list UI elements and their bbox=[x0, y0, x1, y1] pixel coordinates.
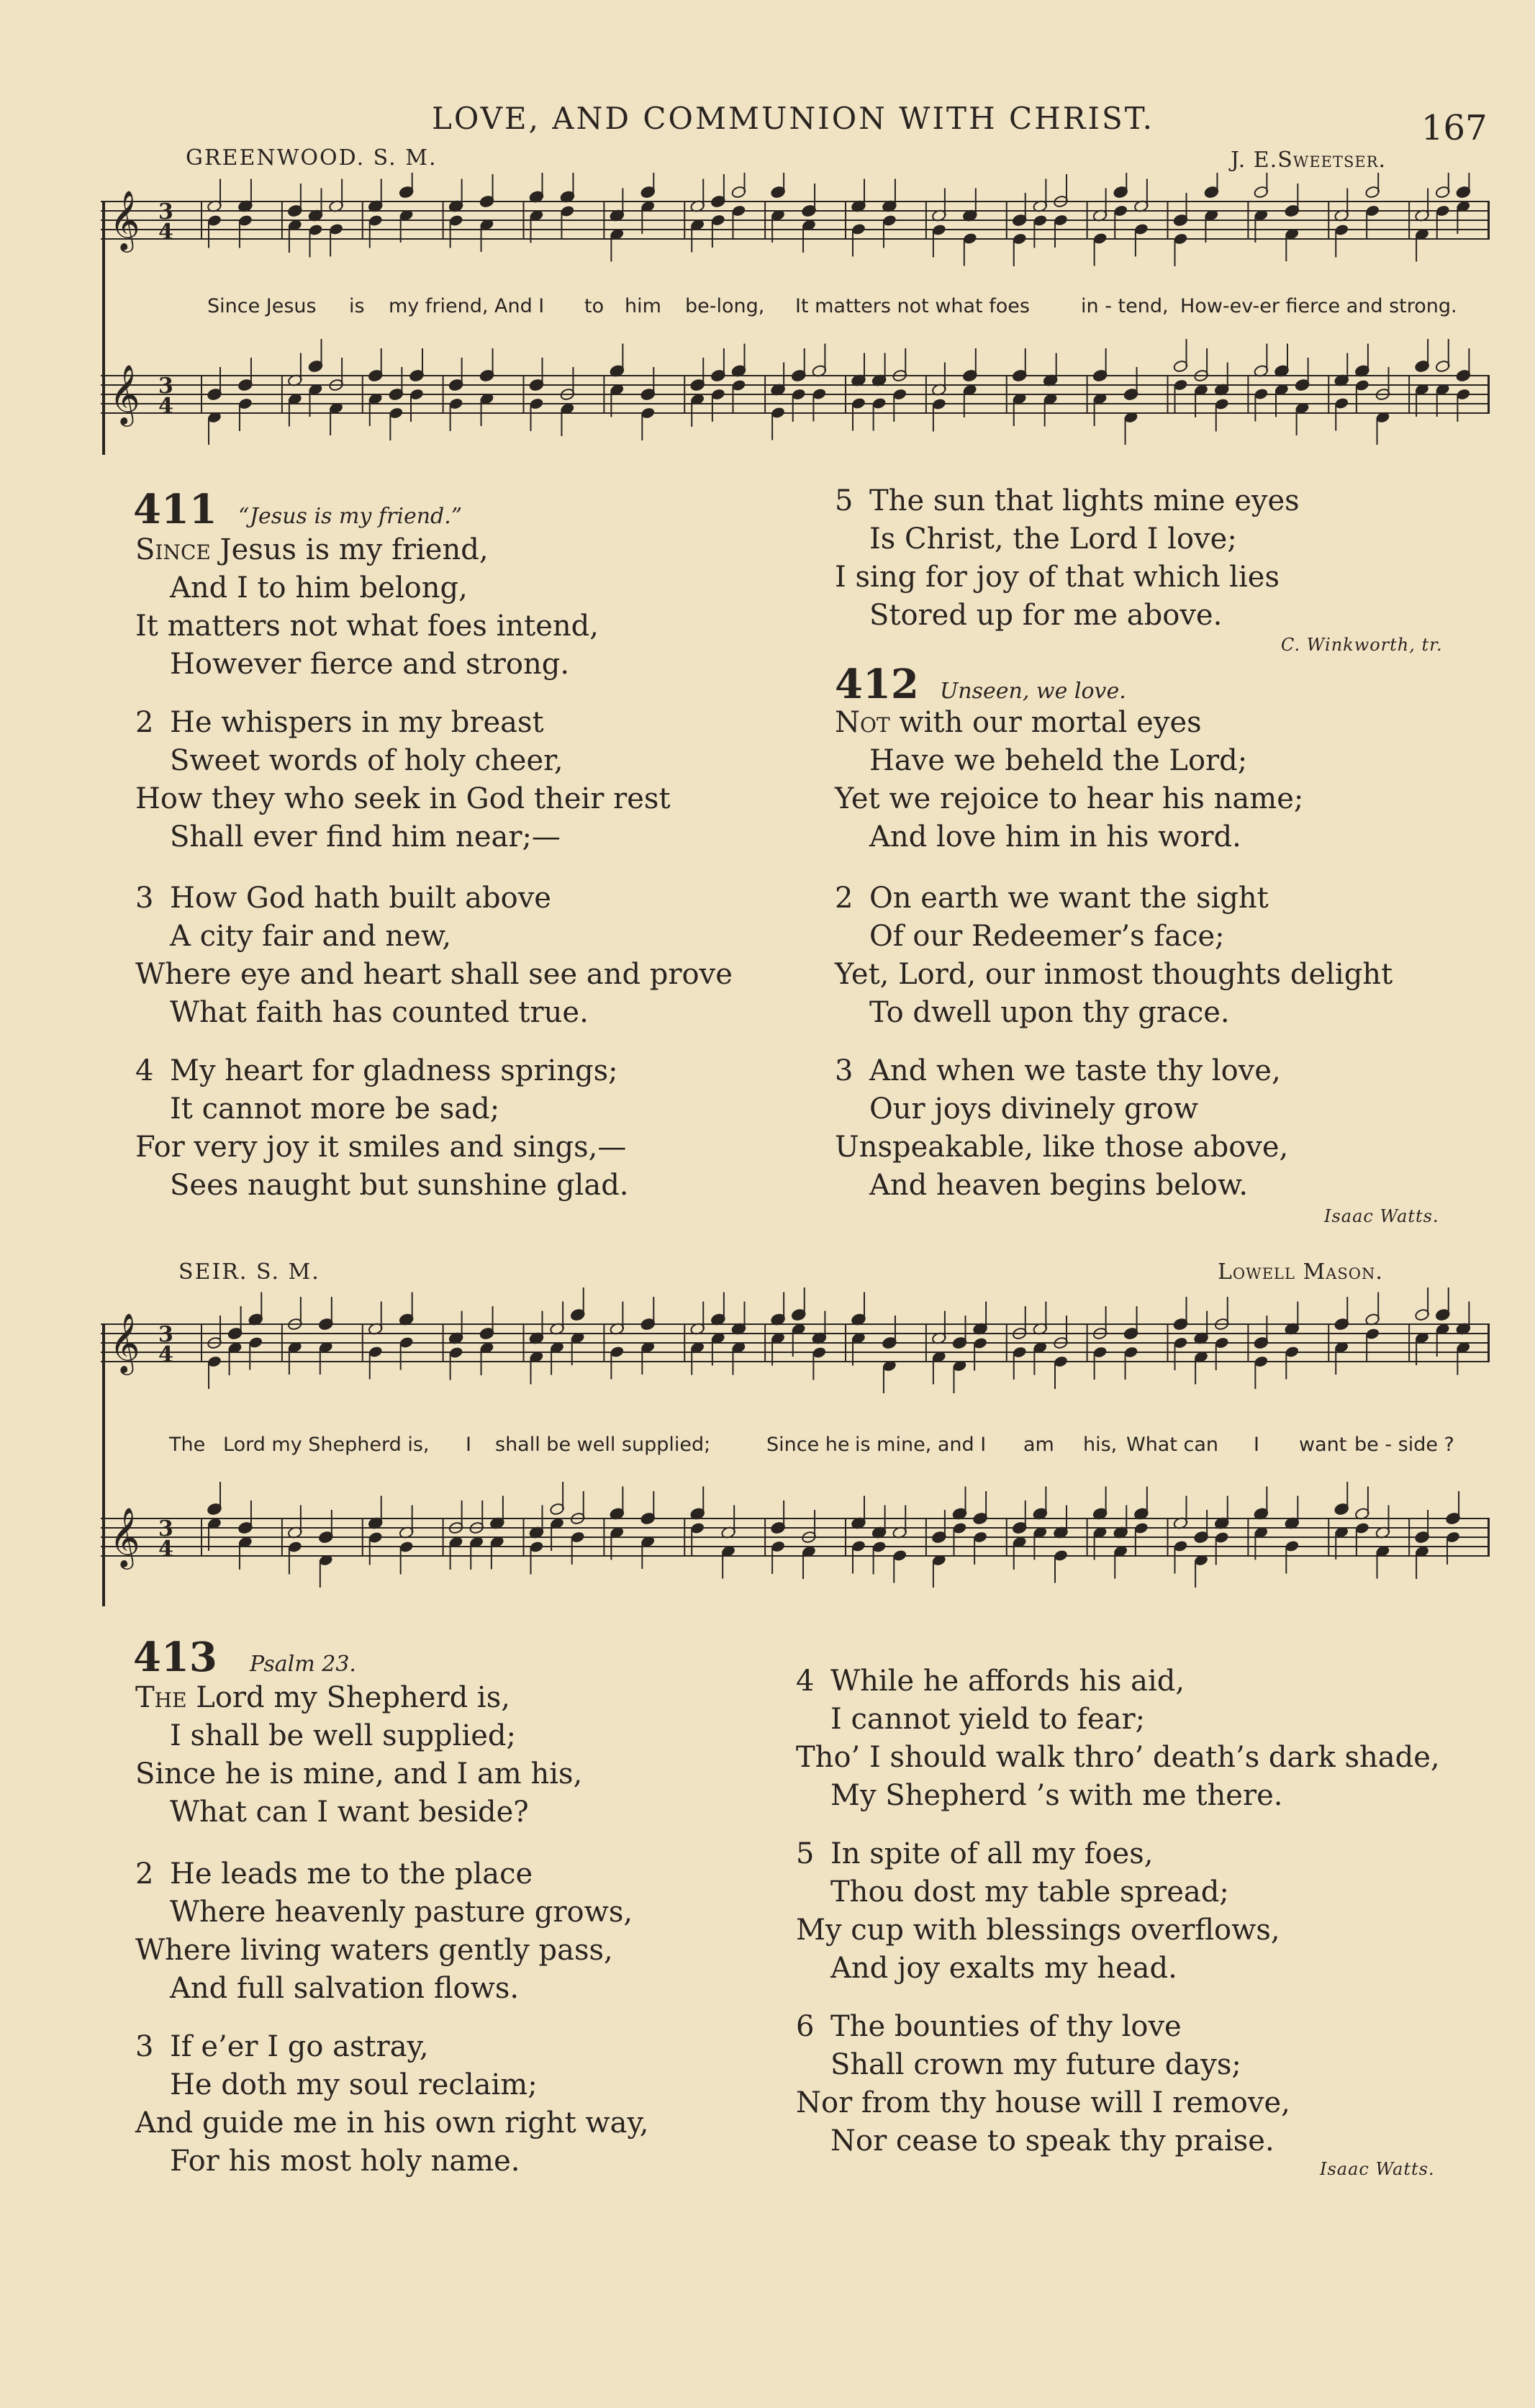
hymn-title: Psalm 23. bbox=[250, 1652, 356, 1677]
stanza-line: He leads me to the place bbox=[170, 1857, 533, 1891]
lyric-underlay-2: Lord my Shepherd is, bbox=[223, 1434, 430, 1456]
lyric-underlay-11: want bbox=[1299, 1434, 1347, 1456]
stanza-line: For very joy it smiles and sings,— bbox=[135, 1131, 627, 1164]
time-sig-top: 3 bbox=[158, 1516, 173, 1542]
stanza-number: 3 bbox=[835, 1054, 853, 1087]
composer-mason: Lowell Mason. bbox=[1218, 1259, 1383, 1285]
time-sig-bottom: 4 bbox=[158, 219, 173, 245]
lyric-underlay-7: It matters not what foes bbox=[795, 295, 1030, 317]
stanza-number: 3 bbox=[135, 2030, 154, 2063]
clef-glyph: 𝄞 bbox=[109, 363, 140, 424]
stanza-line: Thou dost my table spread; bbox=[830, 1875, 1229, 1909]
lyric-underlay-5: him bbox=[625, 295, 661, 317]
stanza-number: 2 bbox=[835, 882, 853, 915]
stanza-line: Shall ever find him near;— bbox=[170, 820, 561, 854]
stanza-line: Have we beheld the Lord; bbox=[869, 744, 1248, 777]
hymn-411-heading bbox=[133, 486, 462, 533]
lyric-underlay-7: am bbox=[1023, 1434, 1054, 1456]
hymn-413-stanza-5 bbox=[796, 1835, 1280, 1988]
stanza-line: What can I want beside? bbox=[170, 1796, 529, 1829]
clef-glyph: 𝄞 bbox=[109, 1506, 140, 1567]
lyric-underlay-9: How-ev-er fierce and strong. bbox=[1180, 295, 1457, 317]
hymn-413-stanza-3 bbox=[135, 2028, 648, 2181]
hymn-411-stanza-1 bbox=[135, 531, 599, 684]
page-header-title: LOVE, AND COMMUNION WITH CHRIST. bbox=[432, 101, 1154, 136]
stanza-number: 5 bbox=[835, 484, 853, 517]
lyric-underlay-10: I bbox=[1254, 1434, 1259, 1456]
lyric-underlay-1: Since Jesus bbox=[207, 295, 317, 317]
hymn-412-heading bbox=[835, 661, 1126, 708]
lyric-underlay-4: to bbox=[584, 295, 605, 317]
stanza-line: And joy exalts my head. bbox=[830, 1952, 1177, 1985]
stanza-line: Tho’ I should walk thro’ death’s dark shade, bbox=[796, 1741, 1440, 1774]
stanza-number: 3 bbox=[135, 882, 154, 915]
stanza-number: 4 bbox=[796, 1665, 815, 1698]
stanza-line: Yet, Lord, our inmost thoughts delight bbox=[835, 958, 1393, 991]
clef-glyph: 𝄞 bbox=[109, 1312, 140, 1372]
stanza-line: Where living waters gently pass, bbox=[135, 1934, 613, 1967]
stanza-line: Stored up for me above. bbox=[869, 599, 1223, 632]
hymn-412-stanza-2 bbox=[835, 879, 1393, 1032]
hymn-411-stanza-2 bbox=[135, 704, 671, 856]
stanza-line: It cannot more be sad; bbox=[170, 1092, 500, 1126]
lyric-underlay-5: Since he bbox=[766, 1434, 850, 1456]
hymn-411-stanza-4 bbox=[135, 1052, 629, 1205]
lyric-underlay-4: shall be well supplied; bbox=[495, 1434, 711, 1456]
hymn-412-stanza-1 bbox=[835, 704, 1303, 856]
stanza-line: He whispers in my breast bbox=[170, 706, 544, 739]
lyric-underlay-12: be - side ? bbox=[1354, 1434, 1454, 1456]
hymn-title: “Jesus is my friend.” bbox=[238, 504, 463, 529]
stanza-number: 5 bbox=[796, 1837, 815, 1870]
hymn-413-stanza-1 bbox=[135, 1679, 582, 1832]
stanza-line: However fierce and strong. bbox=[170, 648, 570, 681]
time-sig-bottom: 4 bbox=[158, 394, 173, 419]
stanza-line: And full salvation flows. bbox=[170, 1972, 520, 2005]
stanza-number: 4 bbox=[135, 1054, 154, 1087]
lyric-underlay-9: What can bbox=[1126, 1434, 1219, 1456]
stanza-line: On earth we want the sight bbox=[869, 882, 1269, 915]
stanza-line: Shall crown my future days; bbox=[830, 2048, 1241, 2081]
stanza-line: Nor from thy house will I remove, bbox=[796, 2086, 1290, 2119]
stanza-line: A city fair and new, bbox=[170, 920, 452, 953]
stanza-line: In spite of all my foes, bbox=[830, 1837, 1154, 1870]
hymn-number: 413 bbox=[133, 1634, 217, 1681]
stanza-line: He doth my soul reclaim; bbox=[170, 2068, 538, 2101]
stanza-line: I cannot yield to fear; bbox=[830, 1703, 1146, 1736]
stanza-line: How they who seek in God their rest bbox=[135, 782, 671, 815]
stanza-line: Of our Redeemer’s face; bbox=[869, 920, 1225, 953]
page-number: 167 bbox=[1421, 108, 1488, 148]
time-sig-top: 3 bbox=[158, 1322, 173, 1347]
stanza-line: If e’er I go astray, bbox=[170, 2030, 429, 2063]
music-score-greenwood bbox=[101, 173, 1490, 461]
lyric-underlay-2: is bbox=[349, 295, 365, 317]
stanza-line: Sweet words of holy cheer, bbox=[170, 744, 563, 777]
hymn-title: Unseen, we love. bbox=[940, 679, 1126, 704]
stanza-line: And guide me in his own right way, bbox=[135, 2106, 649, 2140]
stanza-line: I sing for joy of that which lies bbox=[835, 561, 1280, 594]
stanza-number: 2 bbox=[135, 1857, 154, 1891]
hymn-413-stanza-4 bbox=[796, 1662, 1440, 1815]
clef-glyph: 𝄞 bbox=[109, 189, 140, 250]
stanza-number: 2 bbox=[135, 706, 154, 739]
stanza-line: What faith has counted true. bbox=[170, 996, 589, 1029]
credit-watts-413: Isaac Watts. bbox=[1320, 2159, 1435, 2179]
music-score-seir bbox=[101, 1281, 1490, 1619]
stanza-number: 6 bbox=[796, 2010, 815, 2043]
stanza-line: To dwell upon thy grace. bbox=[869, 996, 1230, 1029]
stanza-line: The sun that lights mine eyes bbox=[869, 484, 1300, 517]
stanza-lead-word: Not bbox=[835, 706, 890, 739]
stanza-line: It matters not what foes intend, bbox=[135, 610, 599, 643]
hymn-number: 411 bbox=[133, 486, 217, 533]
tune-name-seir: SEIR. S. M. bbox=[178, 1259, 320, 1285]
stanza-line: And love him in his word. bbox=[869, 820, 1241, 854]
credit-winkworth: C. Winkworth, tr. bbox=[1281, 635, 1443, 655]
stanza-line: And heaven begins below. bbox=[869, 1169, 1249, 1202]
lyric-underlay-6: is mine, and I bbox=[855, 1434, 987, 1456]
stanza-line: Since he is mine, and I am his, bbox=[135, 1757, 583, 1791]
stanza-line: Nor cease to speak thy praise. bbox=[830, 2124, 1274, 2158]
lyric-underlay-6: be-long, bbox=[685, 295, 765, 317]
stanza-line: Is Christ, the Lord I love; bbox=[869, 522, 1237, 556]
stanza-line: Where heavenly pasture grows, bbox=[170, 1896, 633, 1929]
credit-watts-412: Isaac Watts. bbox=[1324, 1206, 1439, 1226]
stanza-line: How God hath built above bbox=[170, 882, 551, 915]
hymn-number: 412 bbox=[835, 661, 919, 708]
time-sig-top: 3 bbox=[158, 199, 173, 225]
stanza-lead-word: Since bbox=[135, 533, 211, 566]
hymn-411-stanza-3 bbox=[135, 879, 733, 1032]
lyric-underlay-3: I bbox=[466, 1434, 471, 1456]
lyric-underlay-3: my friend, And I bbox=[389, 295, 545, 317]
stanza-line: with our mortal eyes bbox=[899, 706, 1202, 739]
stanza-line: While he affords his aid, bbox=[830, 1665, 1185, 1698]
lyric-underlay-1: The bbox=[169, 1434, 206, 1456]
stanza-line: Our joys divinely grow bbox=[869, 1092, 1199, 1126]
stanza-line: And when we taste thy love, bbox=[869, 1054, 1281, 1087]
tune-name-greenwood: GREENWOOD. S. M. bbox=[186, 145, 438, 171]
lyric-underlay-8: his, bbox=[1083, 1434, 1118, 1456]
stanza-line: Yet we rejoice to hear his name; bbox=[835, 782, 1304, 815]
composer-sweetser: J. E.Sweetser. bbox=[1231, 148, 1387, 173]
time-sig-bottom: 4 bbox=[158, 1342, 173, 1367]
stanza-line: Unspeakable, like those above, bbox=[835, 1131, 1289, 1164]
stanza-line: And I to him belong, bbox=[170, 571, 468, 605]
stanza-line: My heart for gladness springs; bbox=[170, 1054, 618, 1087]
hymn-411-stanza-5 bbox=[835, 482, 1300, 635]
stanza-line: For his most holy name. bbox=[170, 2145, 520, 2178]
stanza-line: The bounties of thy love bbox=[830, 2010, 1182, 2043]
stanza-line: I shall be well supplied; bbox=[170, 1719, 516, 1752]
stanza-line: Where eye and heart shall see and prove bbox=[135, 958, 733, 991]
lyric-underlay-8: in - tend, bbox=[1081, 295, 1169, 317]
stanza-line: Sees naught but sunshine glad. bbox=[170, 1169, 629, 1202]
hymn-412-stanza-3 bbox=[835, 1052, 1288, 1205]
stanza-line: My Shepherd ’s with me there. bbox=[830, 1779, 1283, 1812]
stanza-line: My cup with blessings overflows, bbox=[796, 1914, 1280, 1947]
time-sig-top: 3 bbox=[158, 374, 173, 399]
stanza-lead-word: The bbox=[135, 1681, 187, 1714]
time-sig-bottom: 4 bbox=[158, 1536, 173, 1562]
stanza-line: Jesus is my friend, bbox=[219, 533, 489, 566]
hymn-413-stanza-6 bbox=[796, 2008, 1290, 2160]
hymn-413-heading bbox=[133, 1634, 356, 1681]
stanza-line: Lord my Shepherd is, bbox=[196, 1681, 510, 1714]
hymn-413-stanza-2 bbox=[135, 1855, 633, 2008]
